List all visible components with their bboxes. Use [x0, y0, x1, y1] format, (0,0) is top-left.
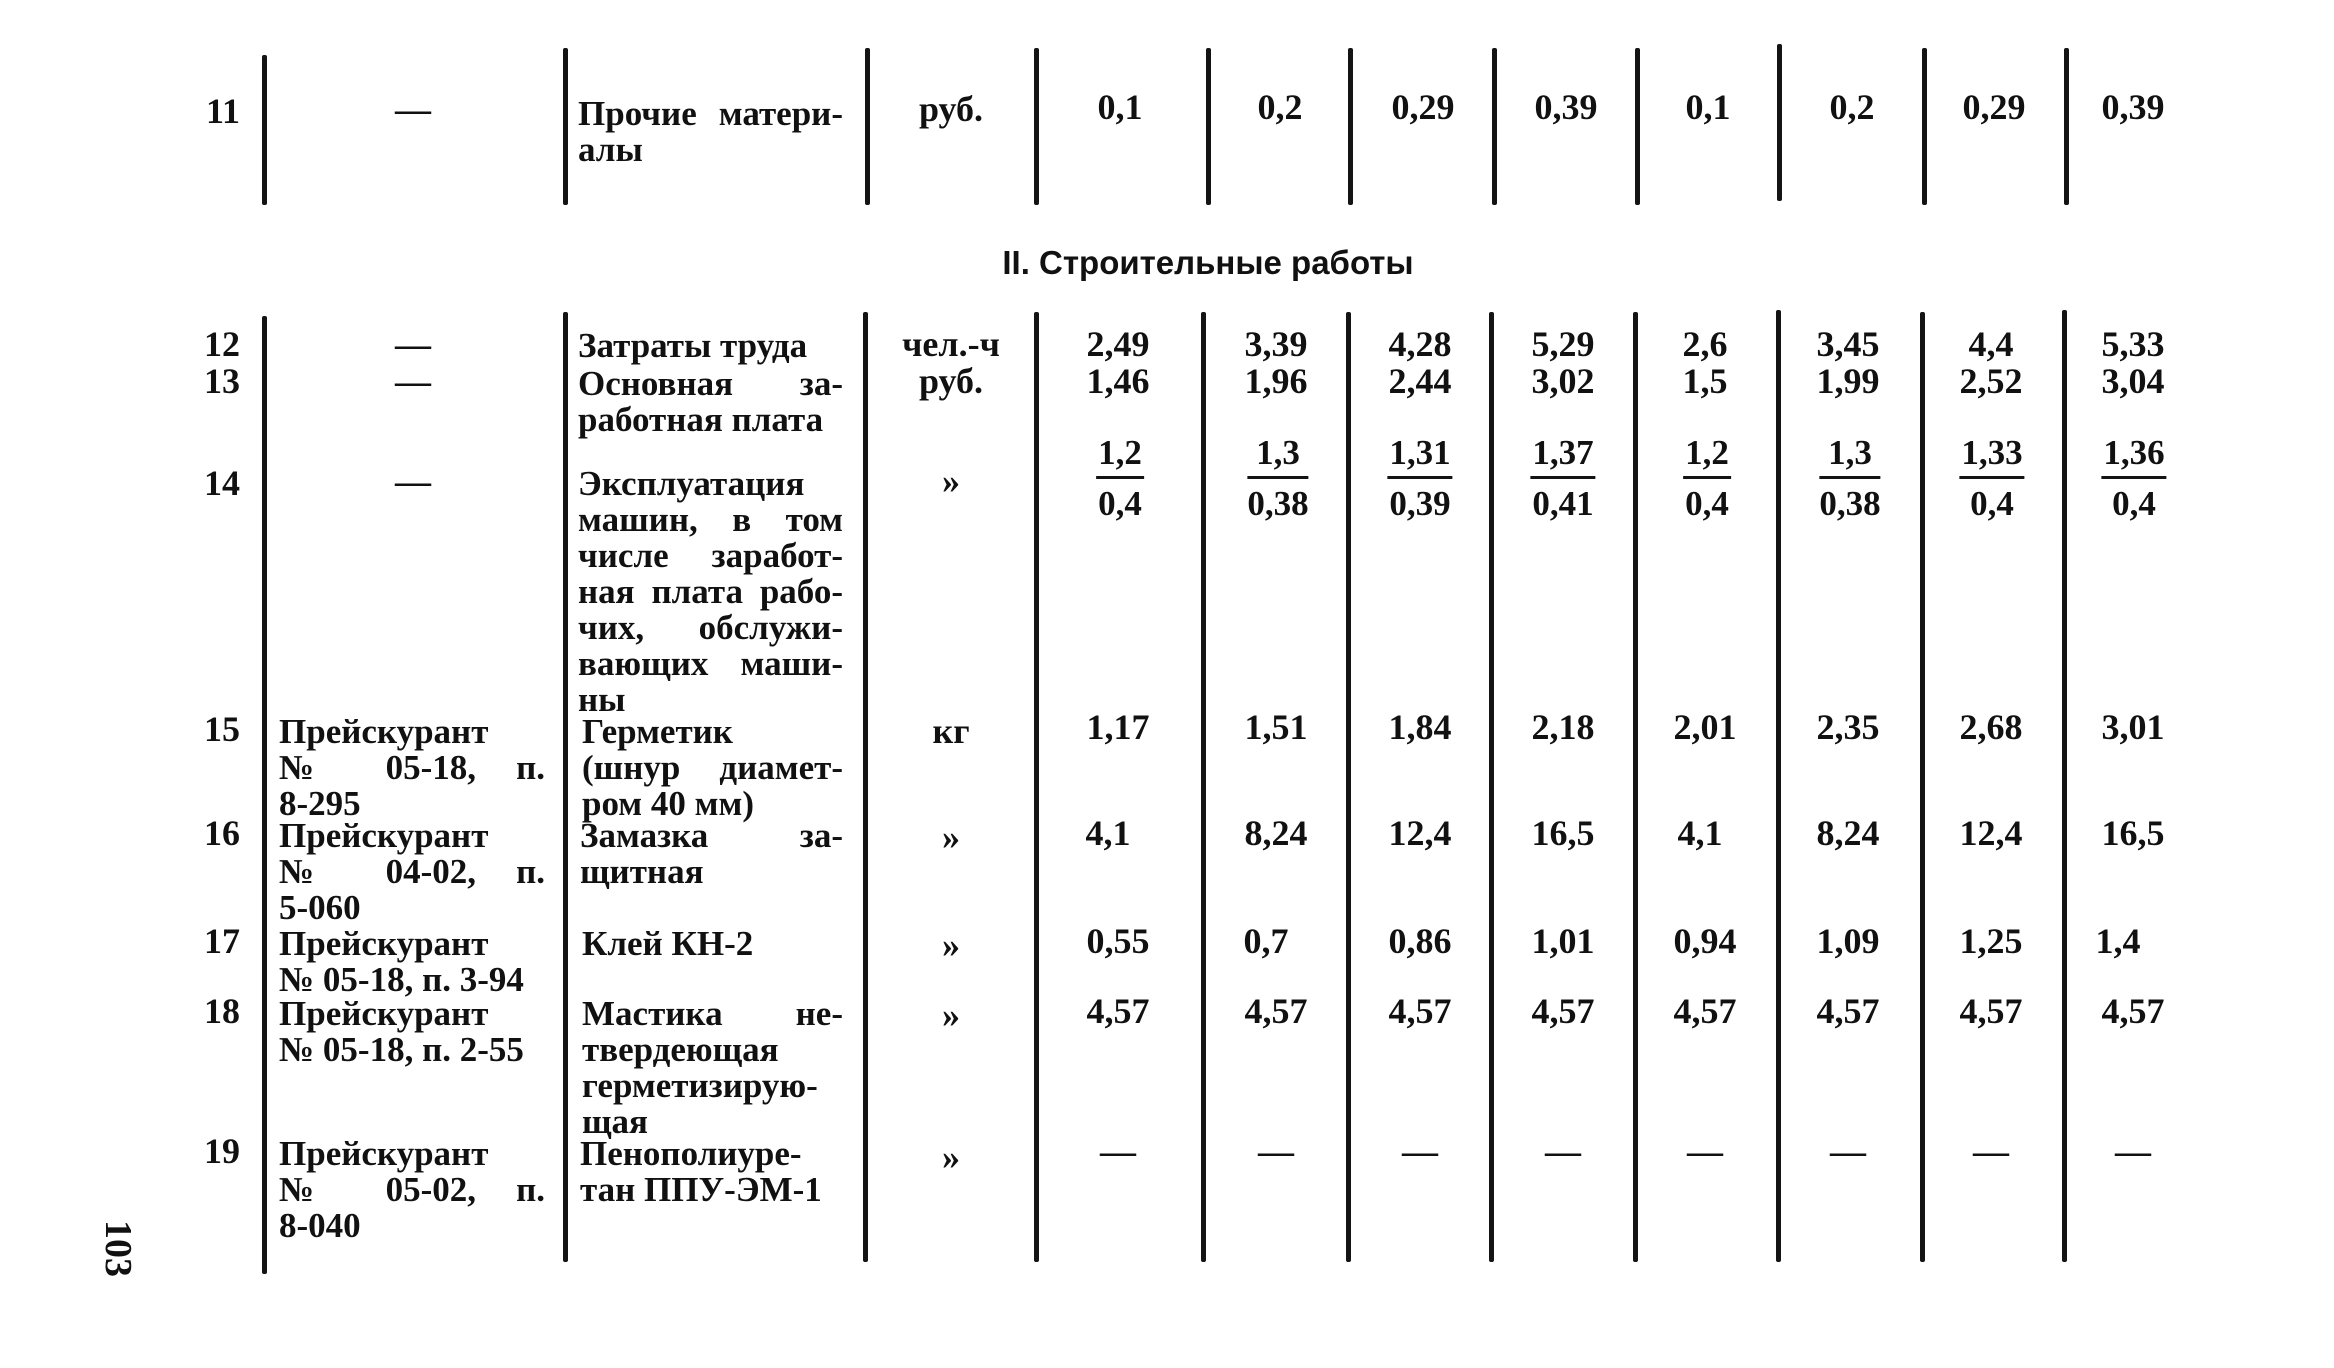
column-rule: [262, 316, 267, 1274]
source-dash: —: [395, 461, 431, 501]
value-cell: 0,94: [1673, 921, 1737, 961]
row-number: 15: [204, 709, 240, 749]
value-cell: 4,57: [1086, 991, 1150, 1031]
row-number: 14: [204, 463, 240, 503]
source-line: Прейскурант: [279, 816, 489, 855]
column-rule: [1034, 48, 1039, 205]
value-cell: 1,96: [1244, 361, 1308, 401]
value-cell: —: [1545, 1131, 1581, 1171]
source-line: 5-060: [279, 888, 361, 927]
source-reference: [279, 1136, 545, 1244]
value-cell: 3,04: [2101, 361, 2165, 401]
row-number: 16: [204, 813, 240, 853]
value-cell: 0,7: [1243, 921, 1289, 961]
row-description: [582, 714, 843, 822]
fraction-numerator: 1,33: [1959, 434, 2024, 479]
value-cell: 1,01: [1531, 921, 1595, 961]
value-cell: —: [1100, 1131, 1136, 1171]
fraction-denominator: 0,4: [1685, 484, 1729, 523]
desc-line: ны: [578, 680, 626, 719]
desc-line: Основная за-: [578, 364, 843, 403]
desc-line: твердеющая: [582, 1030, 779, 1069]
value-cell: 3,39: [1244, 324, 1308, 364]
fraction-denominator: 0,4: [1098, 484, 1142, 523]
column-rule: [563, 48, 568, 205]
column-rule: [1034, 312, 1039, 1262]
value-cell: 5,29: [1531, 324, 1595, 364]
source-line: № 05-18, п. 3-94: [279, 960, 524, 999]
desc-line: ром 40 мм): [582, 784, 754, 823]
column-rule: [2062, 310, 2067, 1262]
value-cell: 2,18: [1531, 707, 1595, 747]
desc-line: Клей КН-2: [582, 924, 754, 963]
fraction-cell: [1247, 434, 1308, 523]
value-cell: —: [1402, 1131, 1438, 1171]
row-description: [580, 1136, 845, 1208]
page-number: 103: [97, 1220, 139, 1277]
row-number: 13: [204, 361, 240, 401]
value-cell: 0,1: [1097, 87, 1143, 127]
unit: руб.: [918, 361, 984, 401]
value-cell: —: [1258, 1131, 1294, 1171]
value-cell: 12,4: [1959, 813, 2023, 853]
value-cell: 3,02: [1531, 361, 1595, 401]
value-cell: 1,25: [1959, 921, 2023, 961]
fraction-numerator: 1,36: [2101, 434, 2166, 479]
value-cell: 12,4: [1388, 813, 1452, 853]
column-rule: [1635, 48, 1640, 205]
value-cell: 0,29: [1391, 87, 1455, 127]
value-cell: 1,51: [1244, 707, 1308, 747]
value-cell: 0,2: [1257, 87, 1303, 127]
value-cell: 8,24: [1816, 813, 1880, 853]
fraction-denominator: 0,38: [1819, 484, 1881, 523]
column-rule: [865, 48, 870, 205]
value-cell: 4,1: [1677, 813, 1723, 853]
value-cell: 0,2: [1829, 87, 1875, 127]
value-cell: 4,57: [1531, 991, 1595, 1031]
value-cell: 0,39: [1534, 87, 1598, 127]
value-cell: 1,5: [1682, 361, 1728, 401]
unit: »: [942, 995, 960, 1035]
fraction-numerator: 1,3: [1819, 434, 1880, 479]
value-cell: 4,4: [1968, 324, 2014, 364]
column-rule: [1489, 312, 1494, 1262]
desc-line: (шнур диамет-: [582, 748, 843, 787]
desc-line: машин, в том: [578, 500, 843, 539]
value-cell: 4,57: [1673, 991, 1737, 1031]
column-rule: [1922, 48, 1927, 205]
desc-line: Замазка за-: [580, 816, 843, 855]
desc-line: числе заработ-: [578, 536, 843, 575]
row-number: 12: [204, 324, 240, 364]
source-dash: —: [395, 89, 431, 129]
fraction-denominator: 0,41: [1532, 484, 1594, 523]
value-cell: 1,99: [1816, 361, 1880, 401]
value-cell: 1,09: [1816, 921, 1880, 961]
desc-line: чих, обслужи-: [578, 608, 843, 647]
value-cell: 3,01: [2101, 707, 2165, 747]
value-cell: —: [1973, 1131, 2009, 1171]
source-line: № 05-02, п.: [279, 1170, 545, 1209]
source-line: Прейскурант: [279, 994, 489, 1033]
value-cell: 1,46: [1086, 361, 1150, 401]
row-number: 18: [204, 991, 240, 1031]
fraction-denominator: 0,4: [1970, 484, 2014, 523]
fraction-cell: [1530, 434, 1595, 523]
value-cell: 0,86: [1388, 921, 1452, 961]
desc-line: вающих маши-: [578, 644, 843, 683]
row-description: [578, 96, 843, 168]
fraction-cell: [1096, 434, 1144, 523]
column-rule: [1776, 310, 1781, 1262]
row-description: [578, 328, 843, 364]
unit: кг: [932, 711, 970, 751]
fraction-numerator: 1,2: [1096, 434, 1144, 479]
column-rule: [1633, 312, 1638, 1262]
column-rule: [262, 55, 267, 205]
fraction-denominator: 0,4: [2112, 484, 2156, 523]
value-cell: 0,1: [1685, 87, 1731, 127]
desc-line: Затраты труда: [578, 326, 808, 365]
source-line: 8-040: [279, 1206, 361, 1245]
fraction-numerator: 1,37: [1530, 434, 1595, 479]
value-cell: —: [1687, 1131, 1723, 1171]
column-rule: [563, 312, 568, 1262]
value-cell: 1,17: [1086, 707, 1150, 747]
row-number: 11: [205, 91, 240, 131]
value-cell: 2,44: [1388, 361, 1452, 401]
row-number: 19: [204, 1131, 240, 1171]
value-cell: 8,24: [1244, 813, 1308, 853]
column-rule: [863, 312, 868, 1262]
desc-line: герметизирую-: [582, 1066, 818, 1105]
value-cell: 2,01: [1673, 707, 1737, 747]
value-cell: 16,5: [2101, 813, 2165, 853]
column-rule: [1206, 48, 1211, 205]
source-line: Прейскурант: [279, 712, 489, 751]
unit: »: [942, 1137, 960, 1177]
unit: чел.-ч: [902, 324, 1000, 364]
desc-line: Пенополиуре-: [580, 1134, 802, 1173]
unit: руб.: [918, 89, 984, 129]
value-cell: 2,6: [1682, 324, 1728, 364]
value-cell: 4,57: [1816, 991, 1880, 1031]
source-dash: —: [395, 361, 431, 401]
column-rule: [1920, 312, 1925, 1262]
unit: »: [942, 461, 960, 501]
value-cell: 4,1: [1085, 813, 1131, 853]
source-reference: [279, 996, 559, 1068]
column-rule: [1348, 48, 1353, 205]
column-rule: [1201, 312, 1206, 1262]
column-rule: [2064, 48, 2069, 205]
fraction-numerator: 1,31: [1387, 434, 1452, 479]
desc-line: Эксплуатация: [578, 464, 805, 503]
source-line: Прейскурант: [279, 924, 489, 963]
fraction-numerator: 1,2: [1683, 434, 1731, 479]
value-cell: 2,52: [1959, 361, 2023, 401]
fraction-cell: [1387, 434, 1452, 523]
value-cell: 4,28: [1388, 324, 1452, 364]
column-rule: [1777, 44, 1782, 201]
source-line: № 05-18, п. 2-55: [279, 1030, 524, 1069]
value-cell: 2,68: [1959, 707, 2023, 747]
fraction-numerator: 1,3: [1247, 434, 1308, 479]
desc-line: алы: [578, 130, 643, 169]
value-cell: 16,5: [1531, 813, 1595, 853]
value-cell: 0,55: [1086, 921, 1150, 961]
row-number: 17: [204, 921, 240, 961]
row-description: [580, 818, 843, 890]
value-cell: 2,35: [1816, 707, 1880, 747]
value-cell: —: [2115, 1131, 2151, 1171]
value-cell: 4,57: [1244, 991, 1308, 1031]
row-description: [582, 926, 847, 962]
row-description: [582, 996, 843, 1140]
fraction-cell: [1683, 434, 1731, 523]
value-cell: 1,84: [1388, 707, 1452, 747]
row-description: [578, 466, 843, 718]
value-cell: 4,57: [2101, 991, 2165, 1031]
desc-line: работная плата: [578, 400, 824, 439]
value-cell: 4,57: [1388, 991, 1452, 1031]
source-reference: [279, 818, 545, 926]
fraction-denominator: 0,39: [1389, 484, 1451, 523]
unit: »: [942, 817, 960, 857]
desc-line: Мастика не-: [582, 994, 843, 1033]
source-reference: [279, 926, 559, 998]
section-title: II. Строительные работы: [1002, 244, 1414, 281]
value-cell: —: [1830, 1131, 1866, 1171]
unit: »: [942, 925, 960, 965]
desc-line: ная плата рабо-: [578, 572, 843, 611]
value-cell: 4,57: [1959, 991, 2023, 1031]
value-cell: 2,49: [1086, 324, 1150, 364]
desc-line: тан ППУ-ЭМ-1: [580, 1170, 822, 1209]
source-dash: —: [395, 324, 431, 364]
row-description: [578, 366, 843, 438]
value-cell: 1,4: [2095, 921, 2141, 961]
source-line: № 04-02, п.: [279, 852, 545, 891]
source-reference: [279, 714, 545, 822]
fraction-cell: [2101, 434, 2166, 523]
value-cell: 0,39: [2101, 87, 2165, 127]
source-line: № 05-18, п.: [279, 748, 545, 787]
value-cell: 0,29: [1962, 87, 2026, 127]
fraction-cell: [1819, 434, 1880, 523]
source-line: Прейскурант: [279, 1134, 489, 1173]
fraction-cell: [1959, 434, 2024, 523]
desc-line: Прочие матери-: [578, 94, 843, 133]
fraction-denominator: 0,38: [1247, 484, 1309, 523]
desc-line: щитная: [580, 852, 704, 891]
value-cell: 3,45: [1816, 324, 1880, 364]
desc-line: Герметик: [582, 712, 733, 751]
column-rule: [1346, 312, 1351, 1262]
source-line: 8-295: [279, 784, 361, 823]
value-cell: 5,33: [2101, 324, 2165, 364]
desc-line: щая: [582, 1102, 648, 1141]
column-rule: [1492, 48, 1497, 205]
